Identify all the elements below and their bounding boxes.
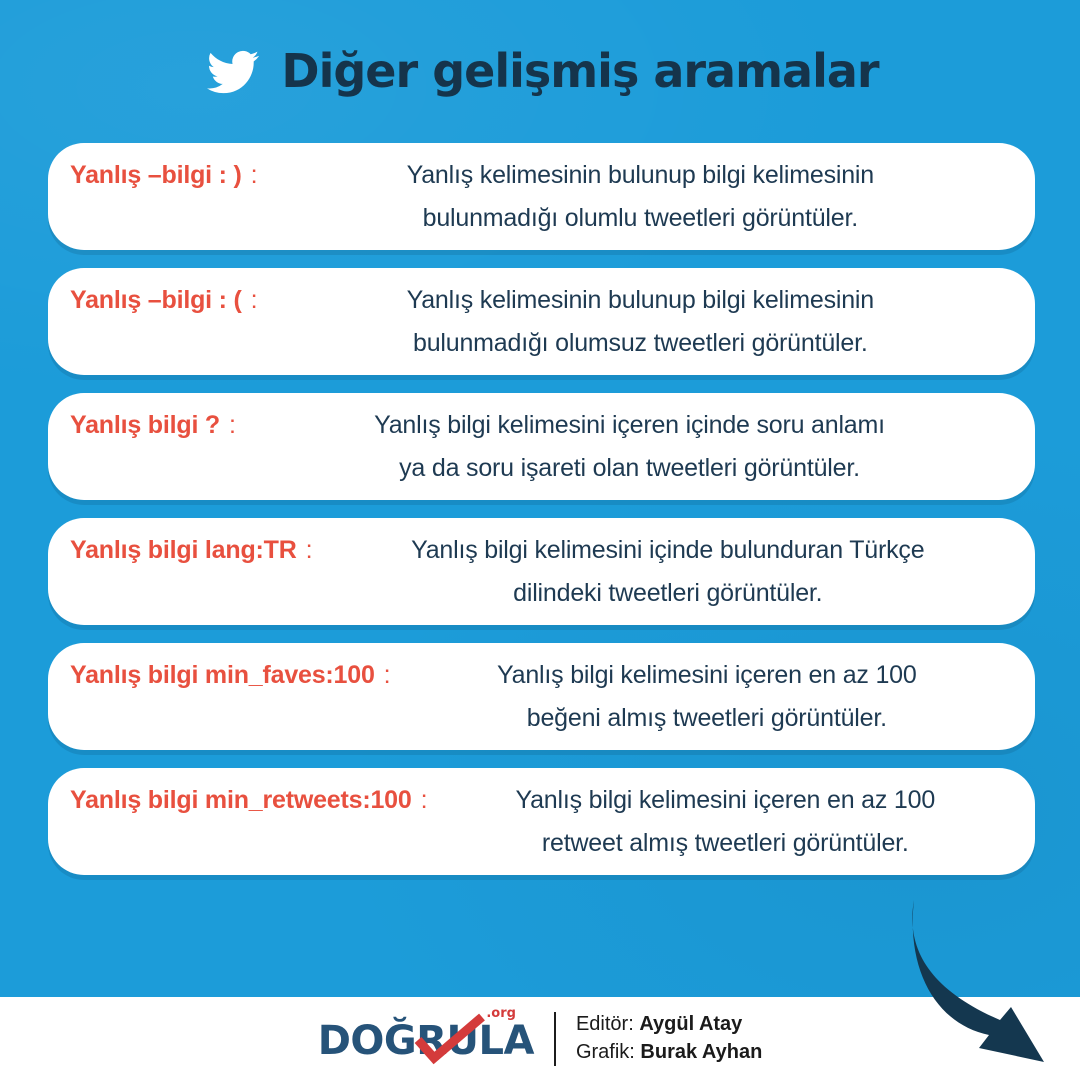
search-operator: Yanlış bilgi lang:TR	[70, 535, 297, 564]
operator-description: Yanlış kelimesinin bulunup bilgi kelimesinin bulunmadığı olumlu tweetleri görüntüler.	[406, 160, 874, 232]
operator-description: Yanlış bilgi kelimesini içeren en az 100 retweet almış tweetleri görüntüler.	[515, 785, 936, 857]
twitter-bird-icon	[201, 46, 265, 98]
separator-colon: :	[305, 535, 313, 564]
search-tip-card	[48, 393, 1035, 500]
operator-description: Yanlış bilgi kelimesini içeren içinde soru anlamı ya da soru işareti olan tweetleri görüntüler.	[374, 410, 885, 482]
operator-description: Yanlış bilgi kelimesini içeren en az 100 beğeni almış tweetleri görüntüler.	[497, 660, 917, 732]
dogrula-logo	[317, 1005, 534, 1064]
separator-colon: :	[420, 785, 428, 814]
search-operator: Yanlış bilgi min_faves:100	[70, 660, 375, 689]
page-title: Diğer gelişmiş aramalar	[281, 44, 879, 98]
credit-graphics: Grafik: Burak Ayhan	[575, 1041, 763, 1063]
search-tip-card	[48, 268, 1035, 375]
separator-colon: :	[250, 160, 258, 189]
search-tip-card	[48, 643, 1035, 750]
credit-editor: Editör: Aygül Atay	[575, 1013, 743, 1035]
search-tip-card	[48, 143, 1035, 250]
curved-arrow-icon	[876, 898, 1068, 1070]
credits	[576, 1013, 762, 1064]
logo-tld: .org	[486, 1005, 516, 1021]
operator-description: Yanlış kelimesinin bulunup bilgi kelimesinin bulunmadığı olumsuz tweetleri görüntüler.	[406, 285, 874, 357]
checkmark-icon	[412, 1013, 488, 1065]
logo-text: DOĞRULA	[317, 1017, 534, 1064]
separator-colon: :	[250, 285, 258, 314]
search-tip-card	[48, 768, 1035, 875]
footer-divider	[554, 1012, 556, 1066]
search-operator: Yanlış –bilgi : (	[70, 285, 242, 314]
search-operator: Yanlış bilgi ?	[70, 410, 221, 439]
search-tips-list	[48, 143, 1035, 875]
separator-colon: :	[383, 660, 391, 689]
search-operator: Yanlış bilgi min_retweets:100	[70, 785, 412, 814]
header	[0, 34, 1080, 108]
operator-description: Yanlış bilgi kelimesini içinde bulunduran Türkçe dilindeki tweetleri görüntüler.	[411, 535, 925, 607]
separator-colon: :	[229, 410, 236, 439]
search-operator: Yanlış –bilgi : )	[70, 160, 242, 189]
search-tip-card	[48, 518, 1035, 625]
